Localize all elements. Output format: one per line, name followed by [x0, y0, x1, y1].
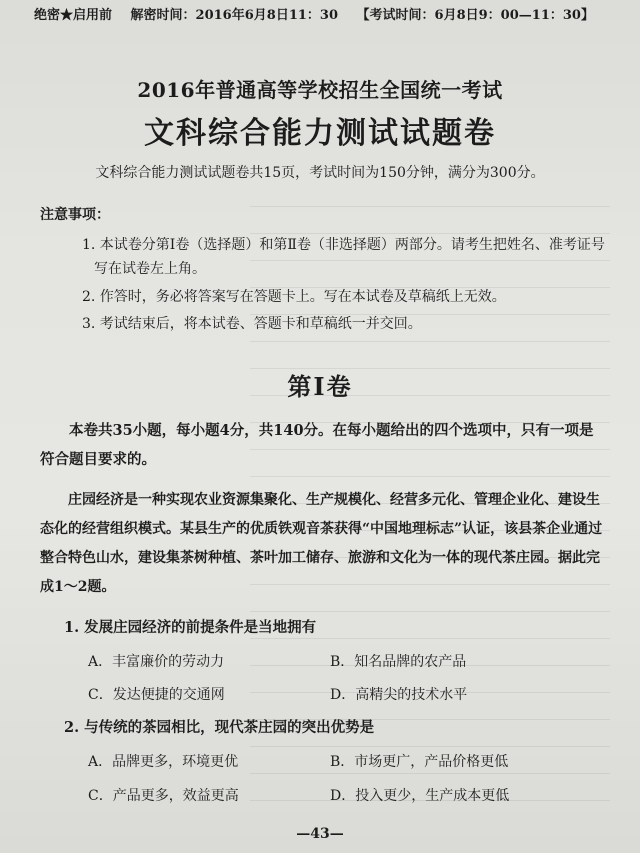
question-1: 1. 发展庄园经济的前提条件是当地拥有 [64, 619, 317, 636]
header-line [34, 4, 608, 23]
q2-option-a: A．品牌更多，环境更优 [88, 754, 239, 770]
notice-item-1: 1. 本试卷分第Ⅰ卷（选择题）和第Ⅱ卷（非选择题）两部分。请考生把姓名、准考证号 [82, 237, 605, 253]
reading-passage: 庄园经济是一种实现农业资源集聚化、生产规模化、经营多元化、管理企业化、建设生态化的经营组织模式。某县生产的优质铁观音茶获得“中国地理标志”认证，该县茶企业通过整合特色山水，建设集茶树种植、茶叶加工储存、旅游和文化为一体的现代茶庄园。据此完成1～2题。 [40, 492, 603, 595]
decrypt-time: 解密时间：2016年6月8日11：30 [130, 8, 339, 23]
notice-item-3: 3. 考试结束后，将本试卷、答题卡和草稿纸一并交回。 [82, 316, 422, 332]
page-number: —43— [296, 826, 344, 842]
exam-title: 2016年普通高等学校招生全国统一考试 [137, 78, 503, 102]
notice-heading: 注意事项： [40, 207, 110, 223]
q1-option-d: D．高精尖的技术水平 [330, 687, 468, 703]
confidential-label: 绝密★启用前 [34, 8, 113, 23]
question-2: 2. 与传统的茶园相比，现代茶庄园的突出优势是 [64, 719, 375, 736]
q2-option-d: D．投入更少，生产成本更低 [330, 788, 510, 804]
paper-intro: 文科综合能力测试试题卷共15页，考试时间为150分钟，满分为300分。 [95, 165, 545, 181]
notice-item-1-cont: 写在试卷左上角。 [94, 261, 206, 277]
q1-option-a: A．丰富廉价的劳动力 [88, 654, 225, 670]
exam-time: 【考试时间：6月8日9：00—11：30】 [356, 8, 594, 23]
q2-option-b: B．市场更广，产品价格更低 [330, 754, 509, 770]
q2-option-c: C．产品更多，效益更高 [88, 788, 239, 804]
q1-option-b: B．知名品牌的农产品 [330, 654, 467, 670]
section-title: 第Ⅰ卷 [287, 372, 353, 401]
section-instructions: 本卷共35小题，每小题4分，共140分。在每小题给出的四个选项中，只有一项是符合题目要求的。 [40, 422, 594, 468]
paper-title: 文科综合能力测试试题卷 [144, 116, 496, 151]
q1-option-c: C．发达便捷的交通网 [88, 687, 225, 703]
notice-item-2: 2. 作答时，务必将答案写在答题卡上。写在本试卷及草稿纸上无效。 [82, 289, 506, 305]
